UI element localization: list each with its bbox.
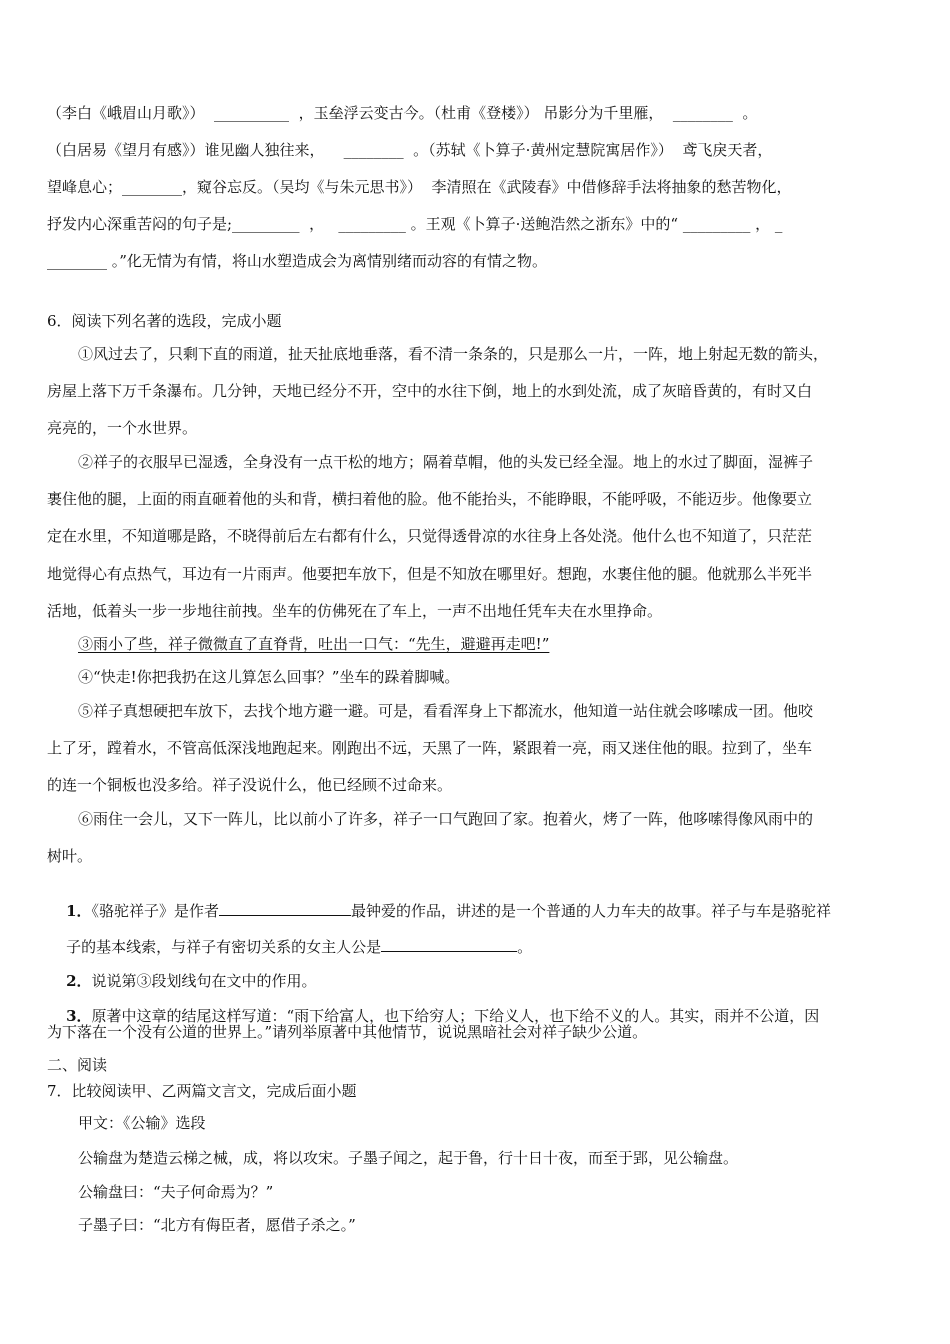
q6-para2-line2: 裹住他的腿，上面的雨直砸着他的头和背，横扫着他的脸。他不能抬头，不能睁眼，不能呼吸，不能迈步。他像要立 (47, 490, 813, 508)
q6-para5-line2: 上了牙，蹚着水，不管高低深浅地跑起来。刚跑出不远，天黑了一阵，紧跟着一亮，雨又迷住他的眼。拉到了，坐车 (47, 739, 813, 757)
q6-sub3-line2: 为下落在一个没有公道的世界上。”请列举原著中其他情节，说说黑暗社会对祥子缺少公道。 (47, 1023, 648, 1041)
poem-line-2: （白居易《望月有感》）谁见幽人独往来， ________ 。（苏轼《卜算子·黄州定慧院寓居作》） 鸢飞戾天者， (47, 141, 773, 159)
q6-para2-line3: 定在水里，不知道哪是路，不晓得前后左右都有什么，只觉得透骨凉的水往身上各处浇。他什么也不知道了，只茫茫 (47, 527, 813, 545)
q7-line-3: 子墨子曰：“北方有侮臣者，愿借子杀之。” (78, 1216, 356, 1234)
q6-sub2-text: 说说第③段划线句在文中的作用。 (91, 972, 317, 990)
q6-heading: 6．阅读下列名著的选段，完成小题 (47, 312, 282, 330)
poem-line-3: 望峰息心；________，窥谷忘反。（吴均《与朱元思书》） 李清照在《武陵春》中借修辞手法将抽象的愁苦物化， (47, 178, 792, 196)
q6-sub3-number: 3． (66, 1007, 92, 1025)
q6-para1-line1: ①风过去了，只剩下直的雨道，扯天扯底地垂落，看不清一条条的，只是那么一片，一阵，地上射起无数的箭头， (78, 345, 829, 363)
q6-para1-line3: 亮亮的，一个水世界。 (47, 419, 198, 437)
q6-sub1-number: 1． (66, 902, 92, 920)
q6-para4: ④“快走!你把我扔在这儿算怎么回事？”坐车的跺着脚喊。 (78, 668, 460, 686)
q6-sub1-text-a: 《骆驼祥子》是作者 (91, 902, 220, 920)
q7-heading: 7．比较阅读甲、乙两篇文言文，完成后面小题 (47, 1082, 357, 1100)
q6-sub1-author-blank (219, 901, 351, 916)
q6-para5-line3: 的连一个铜板也没多给。祥子没说什么，他已经顾不过命来。 (47, 776, 453, 794)
q6-sub1-text-c: 子的基本线索，与祥子有密切关系的女主人公是 (66, 938, 382, 956)
q6-para6-line2: 树叶。 (47, 847, 93, 865)
q6-para6-line1: ⑥雨住一会儿，又下一阵儿，比以前小了许多，祥子一口气跑回了家。抱着火，烤了一阵，他哆嗦得像风雨中的 (78, 810, 814, 828)
q6-para2-line5: 活地，低着头一步一步地往前拽。坐车的仿佛死在了车上，一声不出地任凭车夫在水里挣命。 (47, 602, 663, 620)
q7-line-1: 公输盘为楚造云梯之械，成，将以攻宋。子墨子闻之，起于鲁，行十日十夜，而至于郢，见公输盘。 (78, 1149, 739, 1167)
q6-sub1-heroine-blank (381, 937, 517, 952)
q6-sub1-text-d: 。 (517, 938, 533, 956)
section2-heading: 二、阅读 (47, 1056, 108, 1074)
q6-para1-line2: 房屋上落下万千条瀑布。几分钟，天地已经分不开，空中的水往下倒，地上的水到处流，成了灰暗昏黄的，有时又白 (47, 382, 813, 400)
q6-para2-line4: 地觉得心有点热气，耳边有一片雨声。他要把车放下，但是不知放在哪里好。想跑，水裹住他的腿。他就那么半死半 (47, 565, 813, 583)
q6-sub2-number: 2． (66, 972, 92, 990)
q7-line-2: 公输盘曰：“夫子何命焉为？” (78, 1183, 274, 1201)
poem-line-5: ________ 。”化无情为有情，将山水塑造成会为离情别绪而动容的有情之物。 (47, 252, 547, 270)
q6-para5-line1: ⑤祥子真想硬把车放下，去找个地方避一避。可是，看看浑身上下都流水，他知道一站住就会哆嗦成一团。他咬 (78, 702, 814, 720)
q7-jia-title: 甲文：《公输》选段 (78, 1114, 206, 1132)
q6-para3-underlined: ③雨小了些，祥子微微直了直脊背，吐出一口气：“先生，避避再走吧!” (78, 635, 550, 653)
poem-line-4: 抒发内心深重苦闷的句子是;_________ ， _________ 。王观《卜算子·送鲍浩然之浙东》中的“ _________ ， _ (47, 215, 783, 233)
q6-sub1-text-b: 最钟爱的作品，讲述的是一个普通的人力车夫的故事。祥子与车是骆驼祥 (351, 902, 832, 920)
q6-sub3-text-1: 原著中这章的结尾这样写道：“雨下给富人，也下给穷人；下给义人，也下给不义的人。其实，雨并不公道，因 (91, 1007, 820, 1025)
poem-line-1: （李白《峨眉山月歌》） __________ ，玉垒浮云变古今。（杜甫《登楼》） 吊影分为千里雁， ________ 。 (47, 104, 758, 122)
q6-para2-line1: ②祥子的衣服早已湿透，全身没有一点干松的地方；隔着草帽，他的头发已经全湿。地上的水过了脚面，湿裤子 (78, 453, 814, 471)
